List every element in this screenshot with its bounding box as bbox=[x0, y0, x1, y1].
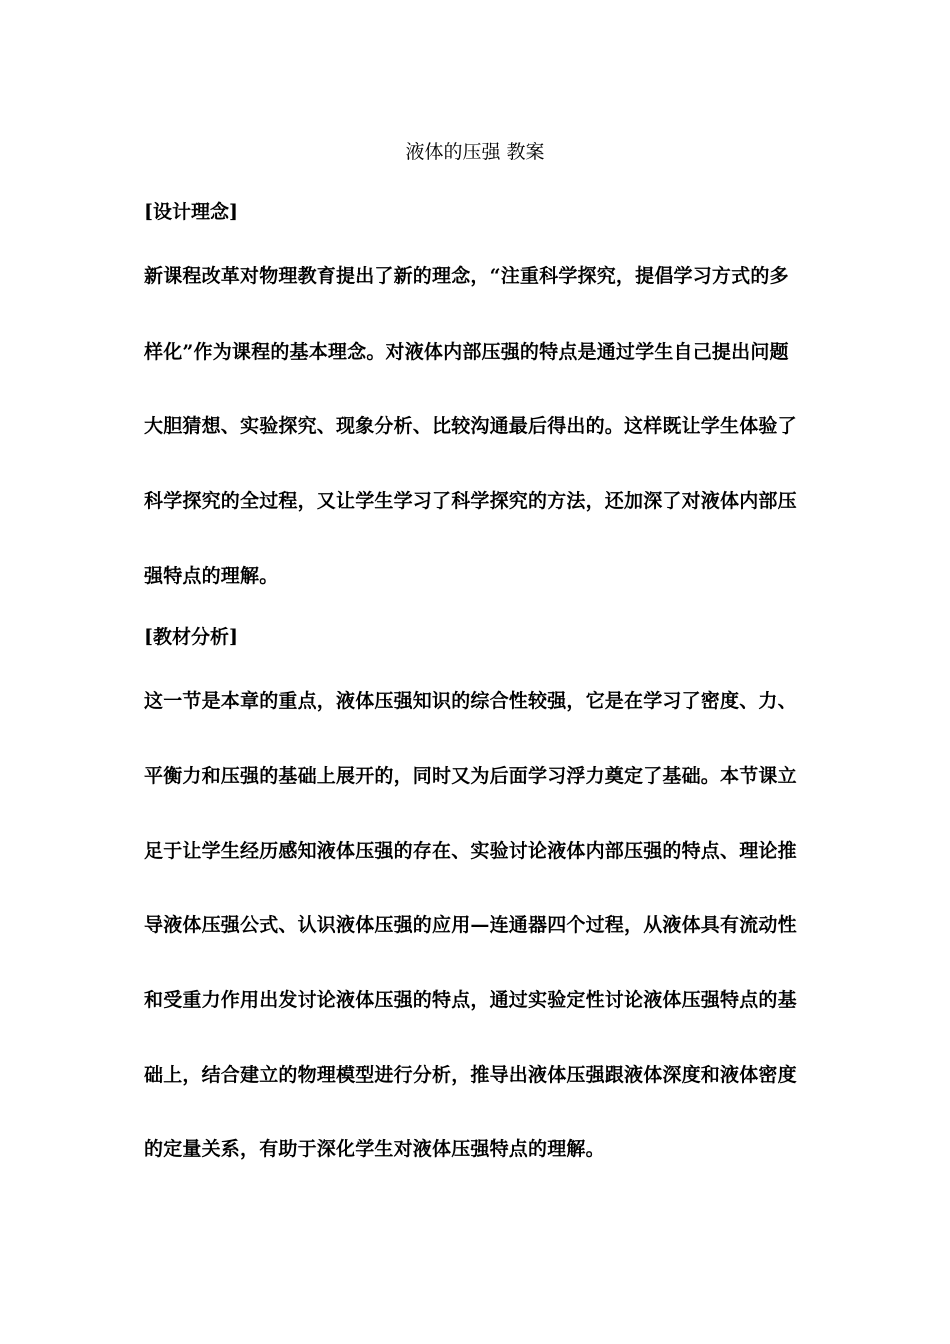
paragraph-line: 足于让学生经历感知液体压强的存在、实验讨论液体内部压强的特点、理论推 bbox=[144, 840, 797, 862]
section-heading-textbook-analysis: [教材分析] bbox=[144, 626, 238, 648]
paragraph-line: 这一节是本章的重点，液体压强知识的综合性较强，它是在学习了密度、力、 bbox=[144, 690, 797, 712]
paragraph-line: 强特点的理解。 bbox=[144, 565, 279, 587]
paragraph-line: 大胆猜想、实验探究、现象分析、比较沟通最后得出的。这样既让学生体验了 bbox=[144, 415, 797, 437]
paragraph-line: 平衡力和压强的基础上展开的，同时又为后面学习浮力奠定了基础。本节课立 bbox=[144, 765, 797, 787]
document-title: 液体的压强 教案 bbox=[405, 141, 545, 163]
paragraph-line: 和受重力作用出发讨论液体压强的特点，通过实验定性讨论液体压强特点的基 bbox=[144, 989, 797, 1011]
paragraph-line: 的定量关系，有助于深化学生对液体压强特点的理解。 bbox=[144, 1138, 605, 1160]
paragraph-line: 样化”作为课程的基本理念。对液体内部压强的特点是通过学生自己提出问题 bbox=[144, 341, 789, 363]
paragraph-line: 导液体压强公式、认识液体压强的应用—连通器四个过程，从液体具有流动性 bbox=[144, 914, 797, 936]
paragraph-line: 础上，结合建立的物理模型进行分析，推导出液体压强跟液体深度和液体密度 bbox=[144, 1064, 797, 1086]
section-heading-design-concept: [设计理念] bbox=[144, 201, 238, 223]
paragraph-line: 新课程改革对物理教育提出了新的理念，“注重科学探究，提倡学习方式的多 bbox=[144, 265, 789, 287]
paragraph-line: 科学探究的全过程，又让学生学习了科学探究的方法，还加深了对液体内部压 bbox=[144, 490, 797, 512]
